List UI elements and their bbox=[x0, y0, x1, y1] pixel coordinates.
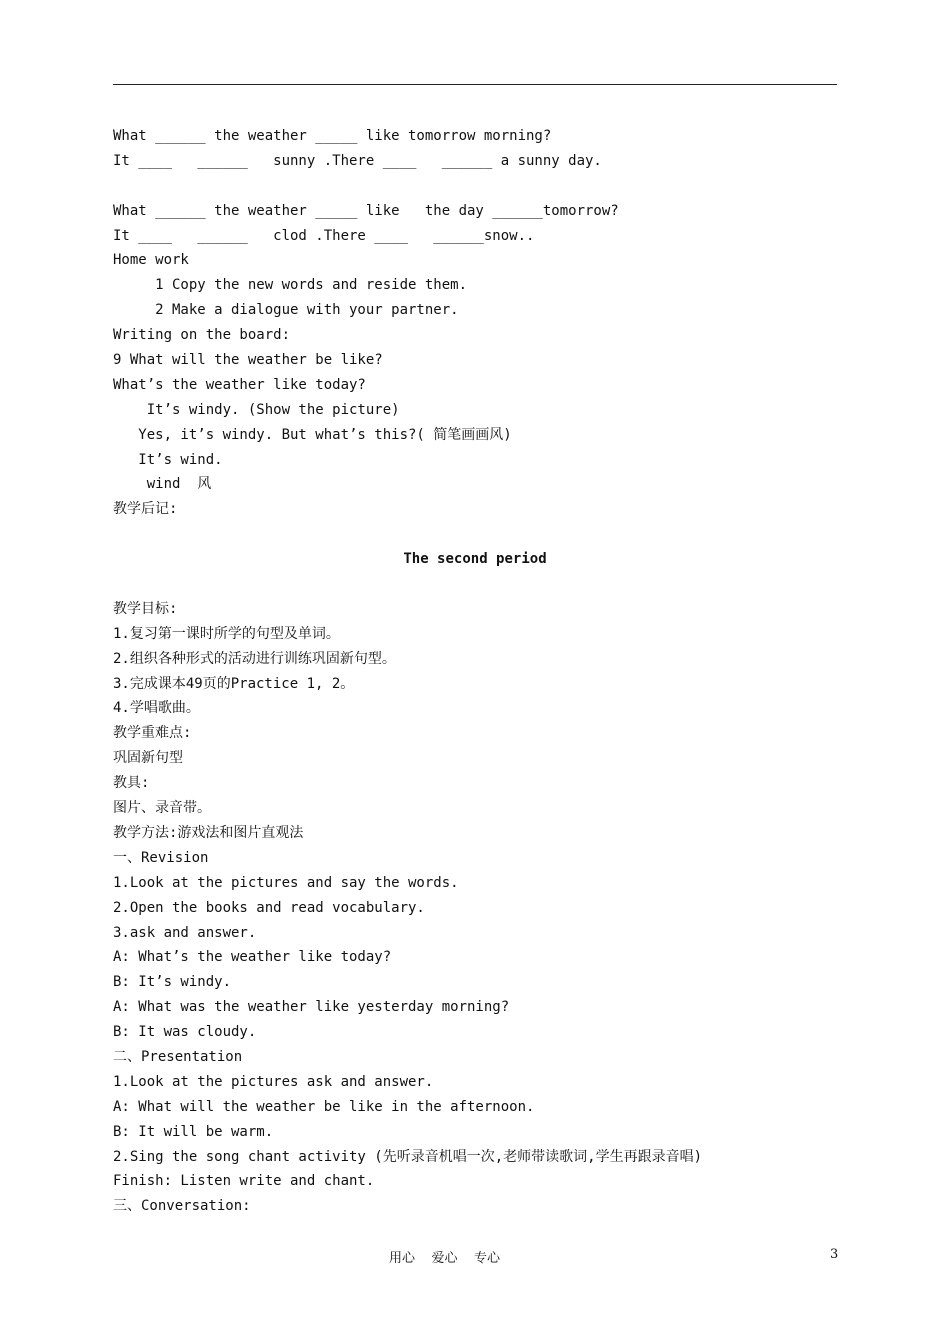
section-heading: 教具: bbox=[113, 775, 150, 792]
text-line: B: It’s windy. bbox=[113, 974, 232, 991]
text-line: 2 Make a dialogue with your partner. bbox=[113, 302, 459, 319]
text-line: It’s wind. bbox=[113, 451, 223, 468]
blank-line bbox=[113, 174, 837, 199]
section-heading: 三、Conversation: bbox=[113, 1198, 251, 1215]
text-line: 1 Copy the new words and reside them. bbox=[113, 277, 468, 294]
text-line: B: It was cloudy. bbox=[113, 1024, 257, 1041]
section-heading: 一、Revision bbox=[113, 849, 209, 866]
text-line: A: What will the weather be like in the afternoon. bbox=[113, 1098, 535, 1115]
text-line: 1.Look at the pictures ask and answer. bbox=[113, 1073, 434, 1090]
text-line: It ____ ______ sunny .There ____ ______ a sunny day. bbox=[113, 152, 602, 169]
blank-line bbox=[113, 522, 837, 547]
blank-line bbox=[113, 572, 837, 597]
text-line: 9 What will the weather be like? bbox=[113, 352, 383, 369]
section-heading: 二、Presentation bbox=[113, 1048, 243, 1065]
section-heading: 教学后记: bbox=[113, 501, 178, 518]
text-line: A: What’s the weather like today? bbox=[113, 949, 392, 966]
text-line: 1.复习第一课时所学的句型及单词。 bbox=[113, 625, 340, 642]
text-line: Finish: Listen write and chant. bbox=[113, 1173, 375, 1190]
section-heading: Home work bbox=[113, 252, 189, 269]
text-line: What ______ the weather _____ like the day ______tomorrow? bbox=[113, 202, 619, 219]
text-line: 图片、录音带。 bbox=[113, 800, 211, 817]
text-line: What ______ the weather _____ like tomorrow morning? bbox=[113, 128, 552, 144]
text-line: 2.Open the books and read vocabulary. bbox=[113, 899, 425, 916]
text-line: What’s the weather like today? bbox=[113, 376, 366, 393]
footer-motto: 用心 爱心 专心 bbox=[389, 1251, 501, 1266]
text-line: It’s windy. (Show the picture) bbox=[113, 401, 400, 418]
section-heading: 教学重难点: bbox=[113, 725, 192, 742]
page-number: 3 bbox=[830, 1247, 839, 1262]
text-line: It ____ ______ clod .There ____ ______snow.. bbox=[113, 227, 535, 244]
section-heading: Writing on the board: bbox=[113, 327, 291, 344]
text-line: 巩固新句型 bbox=[113, 750, 183, 767]
text-line: 教学方法:游戏法和图片直观法 bbox=[113, 824, 304, 841]
document-body bbox=[113, 124, 837, 1219]
text-line: 2.Sing the song chant activity (先听录音机唱一次,老师带读歌词,学生再跟录音唱) bbox=[113, 1148, 703, 1165]
text-line: 1.Look at the pictures and say the words. bbox=[113, 874, 459, 891]
text-line: Yes, it’s windy. But what’s this?( 简笔画画风) bbox=[113, 426, 512, 443]
text-line: B: It will be warm. bbox=[113, 1123, 274, 1140]
period-title: The second period bbox=[403, 551, 547, 568]
text-line: 2.组织各种形式的活动进行训练巩固新句型。 bbox=[113, 650, 396, 667]
section-heading: 教学目标: bbox=[113, 600, 178, 617]
header-rule bbox=[113, 84, 837, 85]
text-line: A: What was the weather like yesterday morning? bbox=[113, 999, 510, 1016]
text-line: wind 风 bbox=[113, 476, 212, 493]
text-line: 4.学唱歌曲。 bbox=[113, 700, 200, 717]
text-line: 3.完成课本49页的Practice 1, 2。 bbox=[113, 675, 355, 692]
text-line: 3.ask and answer. bbox=[113, 924, 257, 941]
